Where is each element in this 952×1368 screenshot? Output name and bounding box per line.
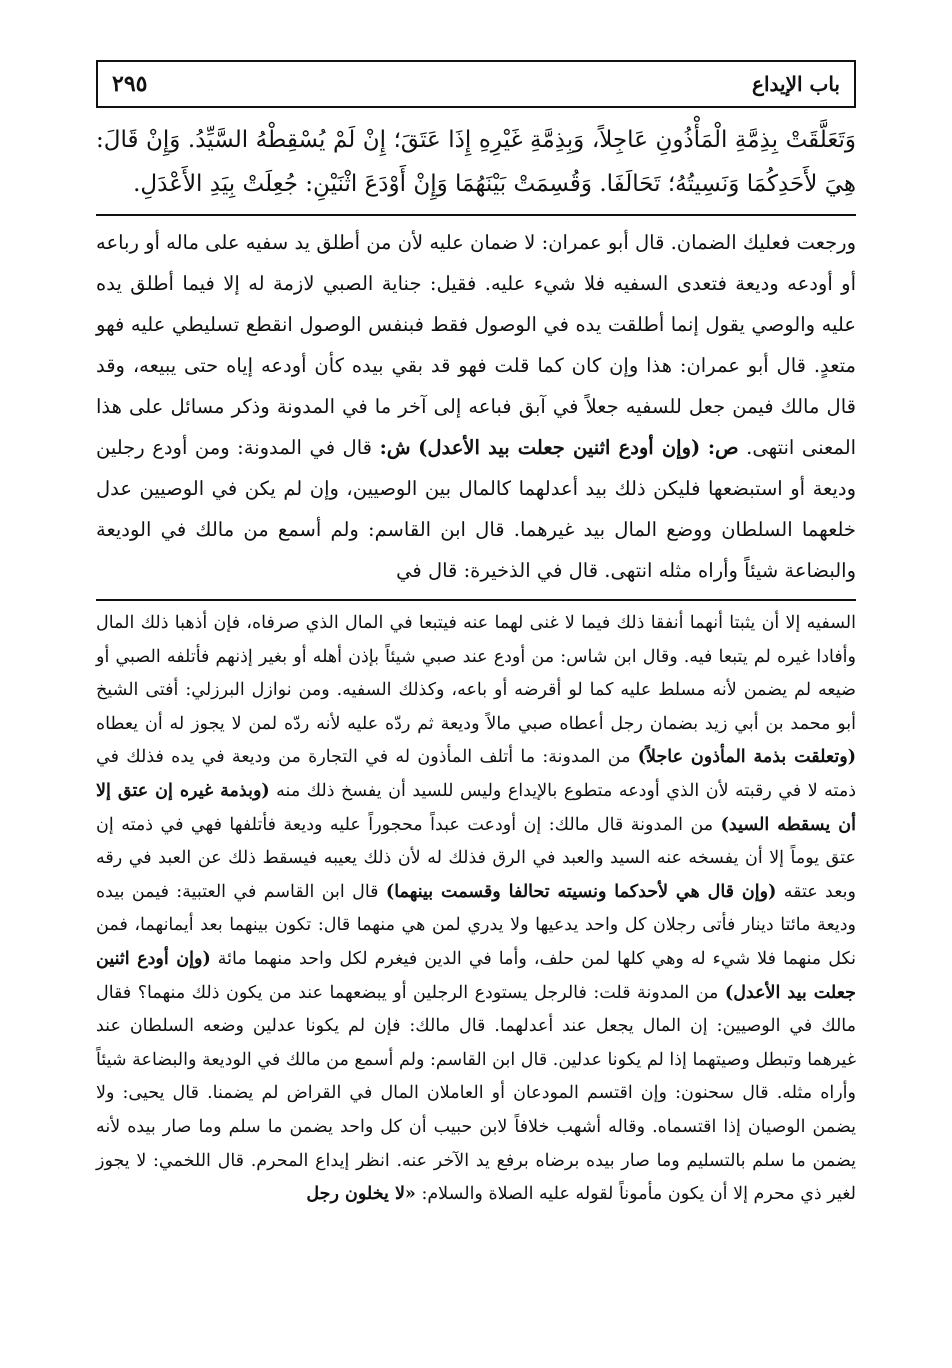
- gloss-part-2: من المدونة: ما أتلف المأذون له في التجارة من وديعة في يده فذلك في ذمته لا في رقبته لأن الذي أودعه متطوع بالإيداع وليس للسيد أن يفسخ ذلك منه: [96, 747, 857, 801]
- matn-paragraph: وَتَعَلَّقَتْ بِذِمَّةِ الْمَأْذُونِ عَاجِلاً، وَبِذِمَّةِ غَيْرِهِ إِذَا عَتَقَ؛ إِنْ لَمْ يُسْقِطْهُ السَّيِّدُ. وَإِنْ قَالَ: هِيَ لأَحَدِكُمَا وَنَسِيتُهُ؛ تَحَالَفَا. وَقُسِمَتْ بَيْنَهُمَا وَإِنْ أَوْدَعَ اثْنَيْنِ: جُعِلَتْ بِيَدِ الأَعْدَلِ.: [96, 127, 857, 197]
- gloss-quote-5: «لا يخلون رجل: [306, 1184, 416, 1205]
- commentary-paragraph: [96, 222, 856, 591]
- book-page: [96, 60, 856, 1350]
- page-number: ٢٩٥: [112, 71, 148, 97]
- gloss-part-5: من المدونة قلت: فالرجل يستودع الرجلين أو يبضعهما عند من يكون ذلك منهما؟ فقال مالك في الوصيين: إن المال يجعل عند أعدلهما. قال مالك: فإن لم يكونا عدلين وضعه السلطان عند غيرهما وتبطل وصيتهما إذا لم يكونا عدلين. قال ابن القاسم: ولم أسمع من مالك في الوديعة والبضاعة شيئاً وأراه مثله. قال سحنون: وإن اقتسم المودعان أو العاملان المال في القراض لم يضمنا. قال يحيى: ولا يضمن الوصيان إذا اقتسماه. وقاله أشهب خلافاً لابن حبيب أن كل واحد يضمن ما سلم وما صار بيده لأنه يضمن ما سلم بالتسليم وما صار بيده برضاه برفع يد الآخر عنه. انظر إيداع المحرم. قال اللخمي: لا يجوز لغير ذي محرم إلا أن يكون مأموناً لقوله عليه الصلاة والسلام:: [96, 982, 856, 1205]
- gloss-paragraph: [96, 607, 856, 1212]
- gloss-quote-2: (وبذمة غيره إن عتق إلا أن يسقطه السيد): [96, 780, 856, 835]
- running-header: [96, 60, 856, 108]
- marker-sad: ص:: [707, 436, 739, 459]
- commentary-part-2: قال في المدونة: ومن أودع رجلين وديعة أو استبضعها فليكن ذلك بيد أعدلهما كالمال بين الوصيين، وإن لم يكن في الوصيين عدل خلعهما السلطان ووضع المال بيد غيرهما. قال ابن القاسم: ولم أسمع من مالك في الوديعة والبضاعة شيئاً وأراه مثله انتهى. قال في الذخيرة: قال في: [96, 436, 856, 582]
- main-text: [96, 118, 856, 206]
- margin-gloss-text: [96, 607, 856, 1212]
- quoted-matn: (وإن أودع اثنين جعلت بيد الأعدل): [418, 436, 701, 459]
- marker-shin: ش:: [379, 436, 411, 459]
- commentary-part-1: ورجعت فعليك الضمان. قال أبو عمران: لا ضمان عليه لأن من أطلق يد سفيه على ماله أو رباعه أو أودعه وديعة فتعدى السفيه فلا شيء عليه. فقيل: جناية الصبي لازمة له إلا فيما أطلق يده عليه والوصي يقول إنما أطلقت يده في الوصول فقط فبنفس الوصول انقطع تسليطي عليه فهو متعدٍ. قال أبو عمران: هذا وإن كان كما قلت فهو قد بقي بيده كأن أودعه إياه حتى يبيعه، وقد قال مالك فيمن جعل للسفيه جعلاً في آبق فباعه إلى آخر ما في المدونة وذكر مسائل على هذا المعنى انتهى.: [96, 231, 857, 459]
- divider-rule: [96, 599, 856, 601]
- gloss-part-3: من المدونة قال مالك: إن أودعت عبداً محجوراً عليه وديعة فأتلفها فهي في ذمته إن عتق يوماً إلا أن يفسخه عنه السيد والعبد في الرق فذلك له لأن ذلك يعيبه فيسقط ذلك عن العبد في رقه وبعد عتقه: [96, 814, 856, 902]
- gloss-part-4: قال ابن القاسم في العتبية: فيمن بيده وديعة مائتا دينار فأتى رجلان كل واحد يدعيها ولا يدري لمن هي منهما قال: تكون بينهما بعد أيمانهما، فمن نكل منهما فلا شيء له وهي كلها لمن حلف، وأما في الدين فيغرم لكل واحد منهما مائة: [96, 881, 856, 969]
- commentary-text: [96, 222, 856, 591]
- divider-rule: [96, 214, 856, 216]
- gloss-quote-4: (وإن أودع اثنين جعلت بيد الأعدل): [96, 948, 856, 1003]
- gloss-part-1: السفيه إلا أن يثبتا أنهما أنفقا ذلك فيما لا غنى لهما عنه فيتبعا في المال الذي صرفاه، فإن أذهبا ذلك المال وأفادا غيره لم يتبعا فيه. وقال ابن شاس: من أودع عند صبي شيئاً بإذن أهله أو بغير إذنهم فأتلفه الصبي أو ضيعه لم يضمن لأنه مسلط عليه كما لو أقرضه أو باعه، وكذلك السفيه. ومن نوازل البرزلي: أفتى الشيخ أبو محمد بن أبي زيد بضمان رجل أعطاه صبي مالاً وديعة ثم ردّه عليه لأنه ردّه لمن لا يجوز له أن يعطاه: [96, 613, 856, 734]
- gloss-quote-3: (وإن قال هي لأحدكما ونسيته تحالفا وقسمت بينهما): [385, 881, 777, 902]
- chapter-title: باب الإيداع: [752, 72, 840, 96]
- gloss-quote-1: (وتعلقت بذمة المأذون عاجلاً): [637, 747, 856, 768]
